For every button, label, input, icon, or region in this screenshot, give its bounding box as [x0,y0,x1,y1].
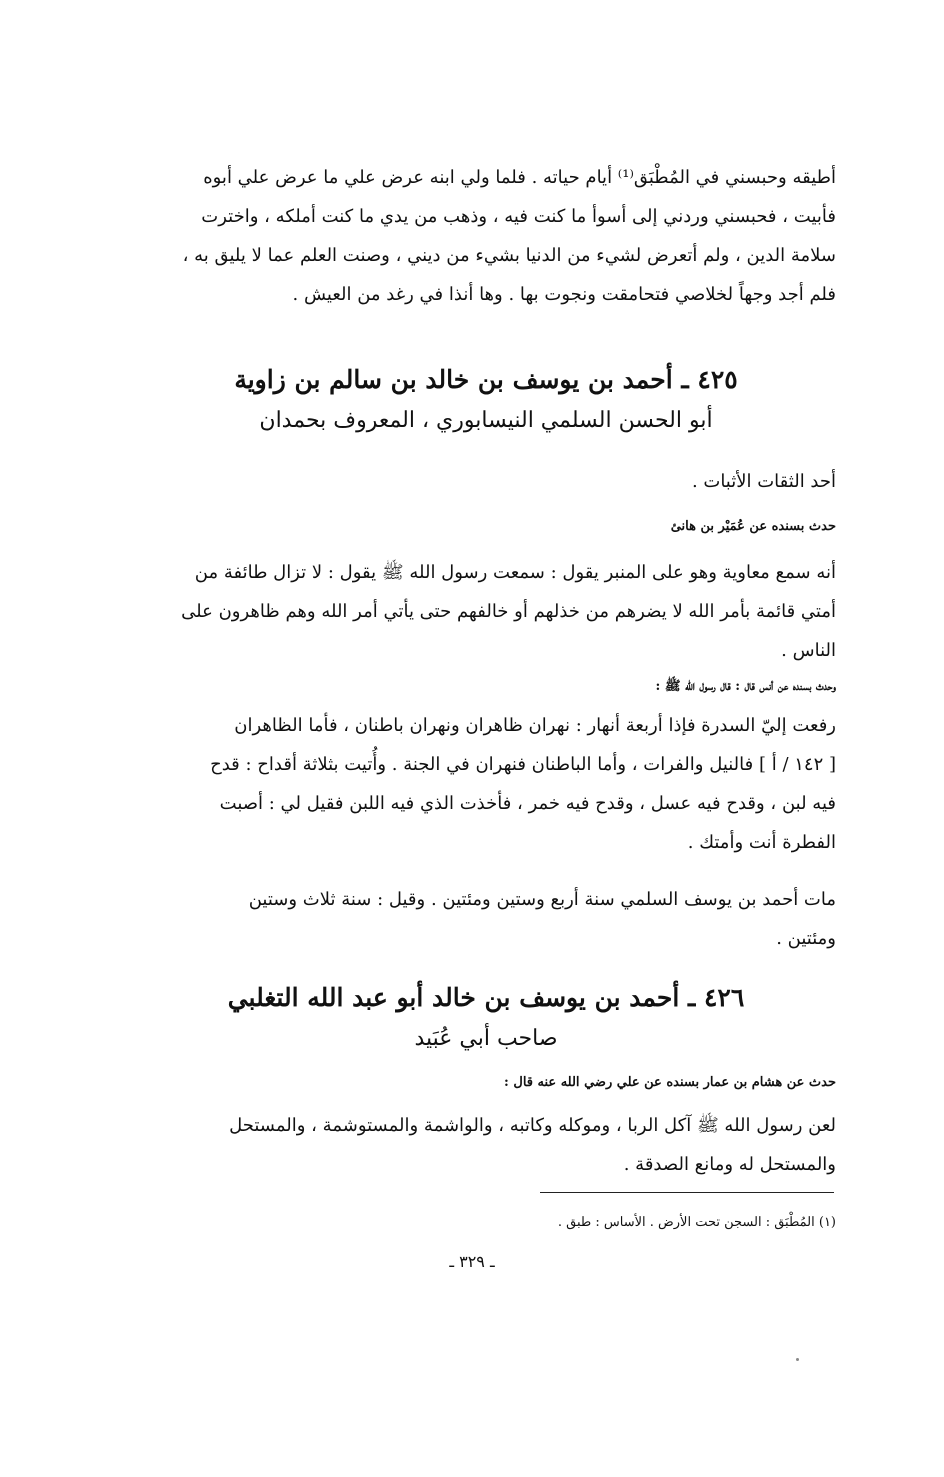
entry-425-subtitle: أبو الحسن السلمي النيسابوري ، المعروف بحمدان [259,408,713,433]
text-line: أمتي قائمة بأمر الله لا يضرهم من خذلهم أو خالفهم حتى يأتي أمر الله وهم ظاهرون على الناس . [181,601,836,661]
text-line: الفطرة أنت وأمتك . [687,832,836,853]
text-line: فيه لبن ، وقدح فيه عسل ، وقدح فيه خمر ، فأخذت الذي فيه اللبن فقيل لي : أصبت [219,793,836,814]
text-line: مات أحمد بن يوسف السلمي سنة أربع وستين ومئتين . وقيل : سنة ثلاث وستين [248,889,836,910]
entry-426-chain: حدث عن هشام بن عمار بسنده عن علي رضي الله عنه قال : [504,1075,836,1090]
footnote-divider [540,1192,834,1193]
text-line: ومئتين . [776,928,836,949]
text-line: أطيقه وحبسني في المُطْبَق⁽¹⁾ أيام حياته . فلما ولي ابنه عرض علي ما عرض علي أبوه [203,167,836,188]
text-line: فأبيت ، فحبسني وردني إلى أسوأ ما كنت فيه ، وذهب من يدي ما كنت أملكه ، واخترت [201,206,836,227]
entry-425-hadith-2 [136,706,836,862]
entry-425-hadith-1 [136,553,836,670]
entry-426-subtitle: صاحب أبي عُبَيد [414,1026,558,1051]
text-line: سلامة الدين ، ولم أتعرض لشيء من الدنيا بشيء من ديني ، وصنت العلم عما لا يليق به ، [182,245,836,266]
text-line: والمستحل له ومانع الصدقة . [623,1154,836,1175]
entry-426-hadith [136,1106,836,1184]
text-line: رفعت إليّ السدرة فإذا أربعة أنهار : نهران ظاهران ونهران باطنان ، فأما الظاهران [234,715,836,736]
text-line: أنه سمع معاوية وهو على المنبر يقول : سمعت رسول الله ﷺ يقول : لا تزال طائفة من [194,562,836,583]
text-line: [ ١٤٢ / أ ] فالنيل والفرات ، وأما الباطنان فنهران في الجنة . وأُتيت بثلاثة أقداح : قدح [210,754,836,775]
footnote: (١) المُطْبَق : السجن تحت الأرض . الأساس : طبق . [557,1215,836,1230]
entry-425-death [136,880,836,958]
entry-425-chain-1: حدث بسنده عن عُمَيْر بن هانئ [670,519,836,534]
text-line: لعن رسول الله ﷺ آكل الربا ، وموكله وكاتبه ، والواشمة والمستوشمة ، والمستحل [229,1115,836,1136]
entry-425-trust: أحد الثقات الأثبات . [691,471,836,492]
scan-speck [796,1358,799,1361]
entry-425-chain-2: وحدث بسنده عن أنس قال : قال رسول الله ﷺ : [655,679,836,694]
entry-425-title: ٤٢٥ ـ أحمد بن يوسف بن خالد بن سالم بن زاوية [234,365,738,394]
intro-paragraph [136,158,836,314]
page-number: ـ ٣٢٩ ـ [449,1252,495,1271]
text-line: فلم أجد وجهاً لخلاصي فتحامقت ونجوت بها . وها أنذا في رغد من العيش . [292,284,836,305]
entry-426-title: ٤٢٦ ـ أحمد بن يوسف بن خالد أبو عبد الله التغلبي [227,983,745,1012]
